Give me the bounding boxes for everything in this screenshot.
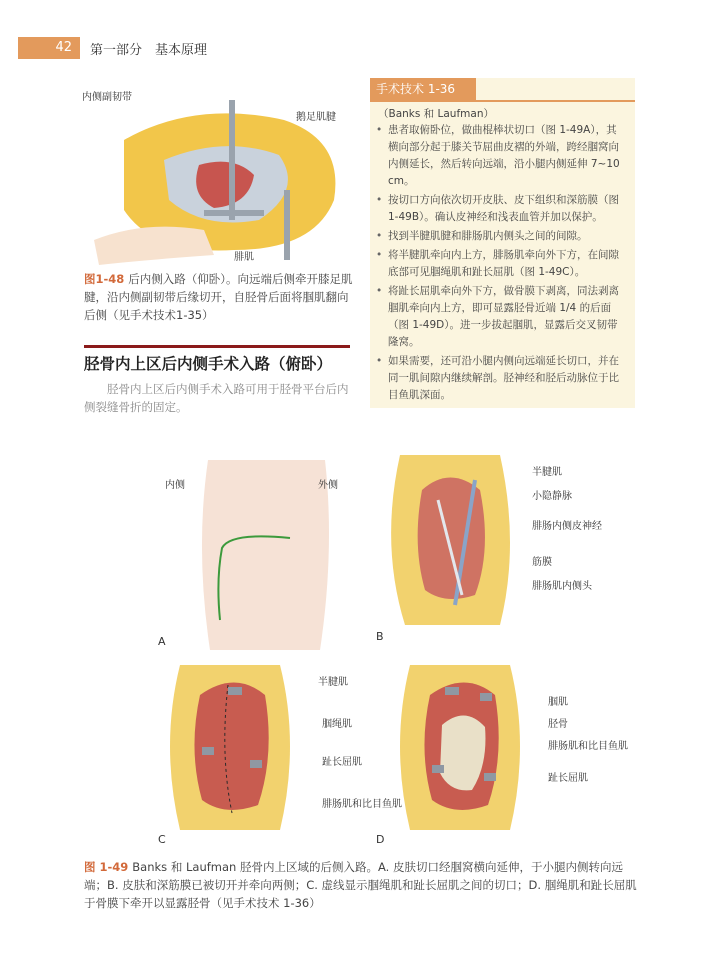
page-header xyxy=(18,37,348,59)
subsection-rule xyxy=(84,345,350,348)
panel-letter-d: D xyxy=(376,833,385,846)
figure-panel-a xyxy=(150,460,380,650)
caption-label: 图1-48 xyxy=(84,272,125,286)
technique-step: • 将趾长屈肌牵向外下方，做骨膜下剥离，同法剥离腘肌牵向内上方，即可显露胫骨近端 1/4 的后面（图 1-49D）。进一步拔起腘肌，显露后交叉韧带隆窝。 xyxy=(376,283,626,351)
caption-text: 后内侧入路（仰卧）。向远端后侧牵开膝足肌腱，沿内侧副韧带后缘切开，自胫骨后面将腘肌翻向后侧（见手术技术1-35） xyxy=(84,272,353,322)
panel-letter-a: A xyxy=(158,635,166,648)
section-title: 第一部分 基本原理 xyxy=(90,43,208,58)
panel-d-label: 腓肠肌和比目鱼肌 xyxy=(548,741,628,752)
panel-a-medial-label: 内侧 xyxy=(165,480,185,491)
technique-box-title: 手术技术 1-36 xyxy=(370,78,476,100)
technique-step: • 找到半腱肌腱和腓肠肌内侧头之间的间隙。 xyxy=(376,228,626,245)
panel-letter-b: B xyxy=(376,630,384,643)
technique-step-list xyxy=(376,122,626,406)
panel-d-label: 腘肌 xyxy=(548,697,568,708)
subsection-intro: 胫骨内上区后内侧手术入路可用于胫骨平台后内侧裂缝骨折的固定。 xyxy=(84,382,349,414)
panel-b-label: 小隐静脉 xyxy=(532,491,572,502)
figure-label-medial-retinaculum: 内侧副韧带 xyxy=(82,92,132,103)
figure-panel-b xyxy=(376,455,640,645)
figure-panel-c xyxy=(150,665,410,855)
panel-b-label: 筋膜 xyxy=(532,557,552,568)
panel-c-label: 腓肠肌和比目鱼肌 xyxy=(322,799,402,810)
panel-c-label: 半腱肌 xyxy=(318,677,348,688)
panel-d-label: 胫骨 xyxy=(548,719,568,730)
panel-c-label: 腘绳肌 xyxy=(322,719,352,730)
figure-panel-d xyxy=(376,665,640,855)
figure-label-pes-tendon: 鹅足肌腱 xyxy=(296,112,336,123)
technique-box xyxy=(370,78,635,408)
panel-d-label: 趾长屈肌 xyxy=(548,773,588,784)
panel-a-lateral-label: 外侧 xyxy=(318,480,338,491)
technique-box-rule xyxy=(370,100,635,102)
technique-step: • 如果需要，还可沿小腿内侧向远端延长切口，并在同一肌间隙内继续解剖。胫神经和胫后动脉位于比目鱼肌深面。 xyxy=(376,353,626,404)
caption-text: Banks 和 Laufman 胫骨内上区域的后侧入路。A. 皮肤切口经腘窝横向延伸，于小腿内侧转向远端；B. 皮肤和深筋膜已被切开并牵向两侧；C. 虚线显示腘绳肌和趾长屈肌之间的切口；D. 腘绳肌和趾长屈肌于骨膜下牵开以显露胫骨（见手术技术 1-36） xyxy=(84,860,637,910)
panel-b-label: 腓肠内侧皮神经 xyxy=(532,521,602,532)
page-number: 42 xyxy=(18,37,80,59)
technique-step: • 将半腱肌牵向内上方，腓肠肌牵向外下方，在间隙底部可见腘绳肌和趾长屈肌（图 1-49C）。 xyxy=(376,247,626,281)
subsection-title: 胫骨内上区后内侧手术入路（俯卧） xyxy=(84,355,333,373)
technique-box-subtitle: （Banks 和 Laufman） xyxy=(378,108,494,120)
figure-1-49-caption xyxy=(84,858,644,912)
figure-1-48-illustration xyxy=(84,80,354,275)
panel-b-label: 半腱肌 xyxy=(532,467,562,478)
panel-c-label: 趾长屈肌 xyxy=(322,757,362,768)
panel-b-label: 腓肠肌内侧头 xyxy=(532,581,592,592)
technique-step: • 按切口方向依次切开皮肤、皮下组织和深筋膜（图 1-49B）。确认皮神经和浅表血管并加以保护。 xyxy=(376,192,626,226)
figure-label-gastrocnemius: 腓肌 xyxy=(234,252,254,263)
panel-letter-c: C xyxy=(158,833,166,846)
figure-1-48-caption xyxy=(84,270,354,324)
caption-label: 图 1-49 xyxy=(84,860,129,874)
technique-step: • 患者取俯卧位，做曲棍棒状切口（图 1-49A），其横向部分起于膝关节屈曲皮褶的外端，跨经腘窝向内侧延长，然后转向远端，沿小腿内侧延伸 7~10 cm。 xyxy=(376,122,626,190)
